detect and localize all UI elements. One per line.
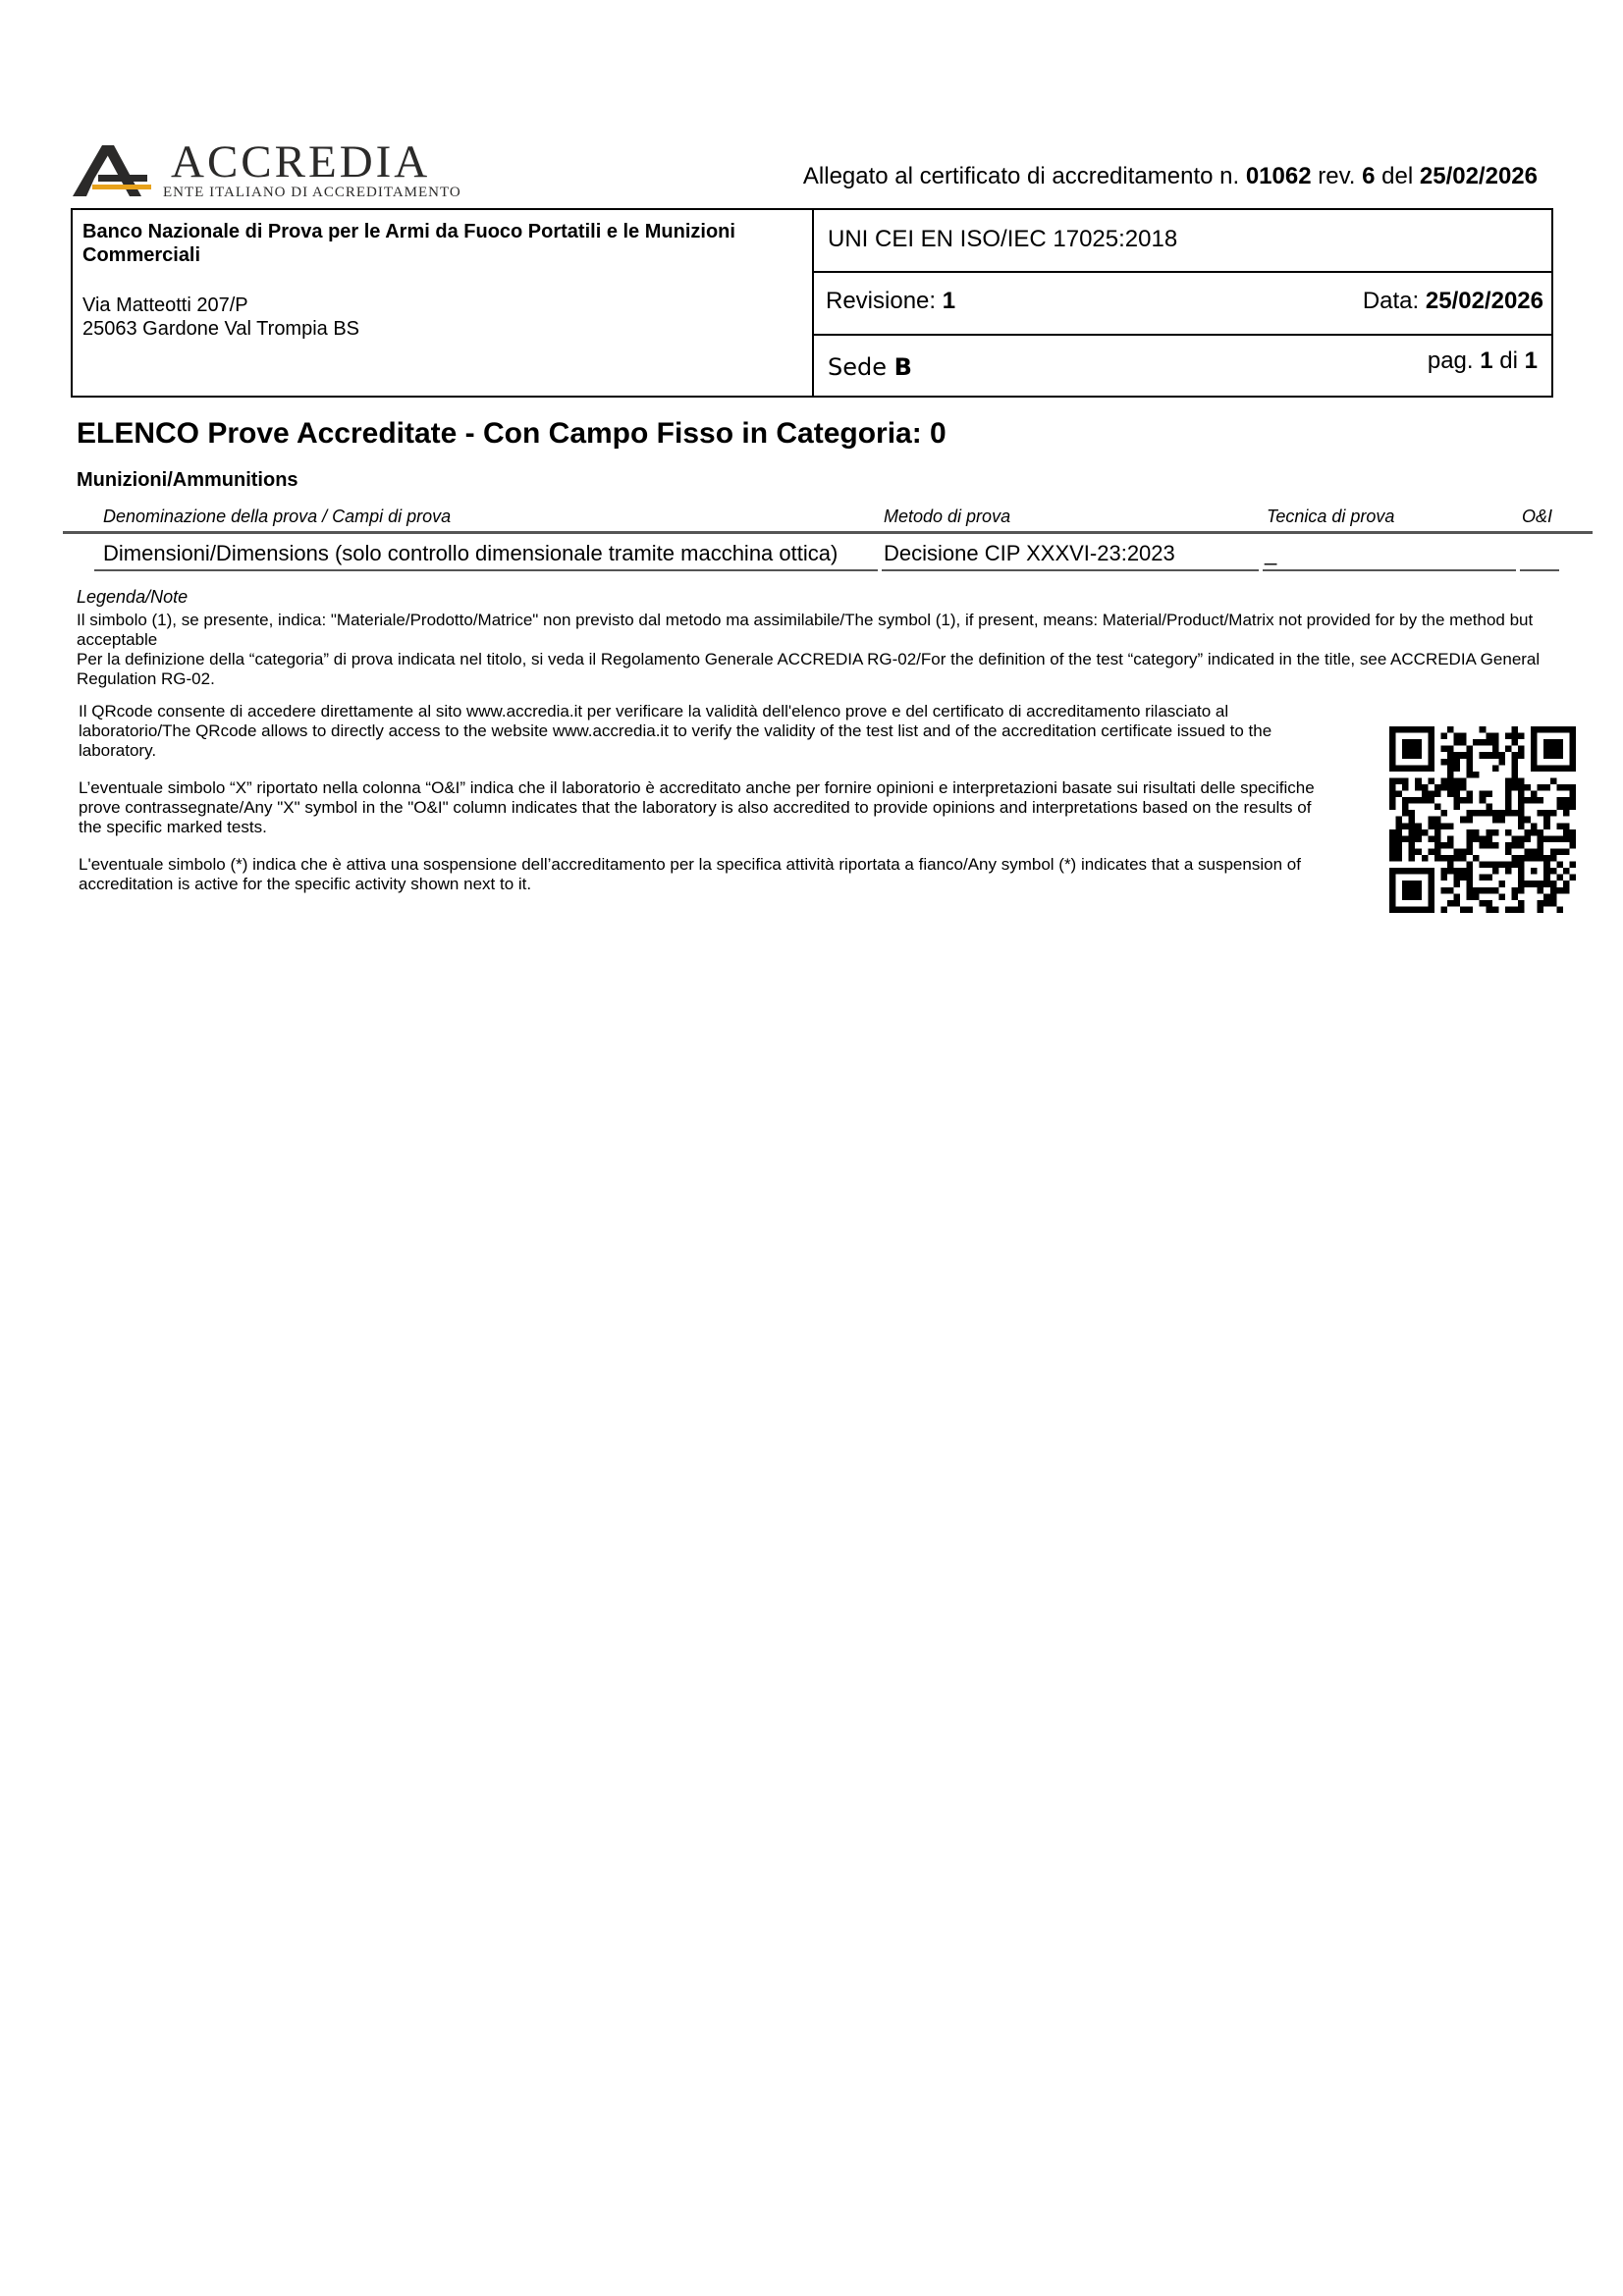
cell-technique: _ [1265, 541, 1277, 565]
legend-title: Legenda/Note [77, 587, 189, 607]
lab-address-line1: Via Matteotti 207/P [82, 294, 248, 316]
row-underline [94, 569, 878, 571]
cell-test-name: Dimensioni/Dimensions (solo controllo dimensionale tramite macchina ottica) [103, 541, 839, 565]
column-header-technique: Tecnica di prova [1267, 507, 1395, 526]
certificate-date-label: del [1381, 163, 1414, 189]
row-underline [1520, 569, 1559, 571]
revision-label: Revisione: [826, 288, 937, 314]
accredia-logo [73, 137, 485, 202]
certificate-prefix: Allegato al certificato di accreditamento n. [802, 163, 1240, 189]
cell-method: Decisione CIP XXXVI-23:2023 [884, 541, 1175, 565]
column-header-method: Metodo di prova [884, 507, 1011, 526]
sede-row [814, 336, 1551, 397]
column-header-oi: O&I [1522, 507, 1553, 526]
doc-info-cell [814, 210, 1551, 396]
oi-note: L’eventuale simbolo “X” riportato nella colonna “O&I” indica che il laboratorio è accreditato anche per fornire opinioni e interpretazioni basate sui risultati delle specifiche prove contrassegnate/Any "X" symbol in the "O&I" column indicates that the laboratory is also accredited to provide opinions and interpretations based on the results of the specific marked tests. [79, 778, 1315, 836]
sede [828, 353, 912, 381]
accredia-logo-mark-icon [73, 137, 161, 196]
lab-info-cell [73, 210, 814, 396]
page-number [1428, 347, 1538, 375]
qr-note: Il QRcode consente di accedere direttamente al sito www.accredia.it per verificare la validità dell'elenco prove e del certificato di accreditamento rilasciato al laboratorio/The QRcode allows to directly access to the website www.accredia.it to verify the validity of the test list and of the accreditation certificate issued to the laboratory. [79, 702, 1272, 760]
header-box [71, 208, 1553, 398]
legend-note-category: Per la definizione della “categoria” di prova indicata nel titolo, si veda il Regolamento Generale ACCREDIA RG-02/For the definition of the test “category” indicated in the title, see ACCREDIA General Regulation RG-02. [77, 650, 1541, 688]
certificate-date: 25/02/2026 [1419, 163, 1538, 189]
standard: UNI CEI EN ISO/IEC 17025:2018 [828, 226, 1178, 252]
lab-address [82, 294, 359, 341]
page-of-label: di [1499, 347, 1518, 374]
lab-name: Banco Nazionale di Prova per le Armi da Fuoco Portatili e le Munizioni Commerciali [82, 221, 735, 266]
row-underline [882, 569, 1259, 571]
header-date-label: Data: [1362, 288, 1420, 314]
lab-address-line2: 25063 Gardone Val Trompia BS [82, 318, 360, 340]
page-total: 1 [1524, 347, 1538, 374]
qr-code [1389, 726, 1576, 913]
page-value: 1 [1480, 347, 1493, 374]
qr-code-icon [1389, 726, 1576, 913]
header-divider [63, 531, 1593, 534]
legend-note-symbol: Il simbolo (1), se presente, indica: "Materiale/Prodotto/Matrice" non previsto dal metodo ma assimilabile/The symbol (1), if present, means: Material/Product/Matrix not provided for by the method but acceptable [77, 611, 1534, 649]
certificate-rev-label: rev. [1318, 163, 1356, 189]
revision-row [814, 273, 1551, 336]
row-underline [1263, 569, 1516, 571]
logo-tagline: ENTE ITALIANO DI ACCREDITAMENTO [163, 185, 461, 200]
page-title: ELENCO Prove Accreditate - Con Campo Fisso in Categoria: 0 [77, 417, 947, 450]
certificate-reference [803, 163, 1538, 190]
logo-brand: ACCREDIA [171, 136, 431, 187]
revision [826, 288, 955, 315]
header-date [1363, 288, 1543, 315]
certificate-rev: 6 [1362, 163, 1376, 189]
sede-value: B [893, 353, 912, 381]
column-header-test-name: Denominazione della prova / Campi di prova [103, 507, 452, 526]
page-label: pag. [1427, 347, 1474, 374]
revision-value: 1 [942, 288, 956, 314]
sede-label: Sede [828, 353, 887, 381]
suspension-note: L'eventuale simbolo (*) indica che è attiva una sospensione dell’accreditamento per la specifica attività riportata a fianco/Any symbol (*) indicates that a suspension of accreditation is active for the specific activity shown next to it. [79, 855, 1301, 893]
section-title: Munizioni/Ammunitions [77, 469, 298, 491]
certificate-number: 01062 [1245, 163, 1312, 189]
header-date-value: 25/02/2026 [1425, 288, 1543, 314]
standard-row [814, 210, 1551, 273]
